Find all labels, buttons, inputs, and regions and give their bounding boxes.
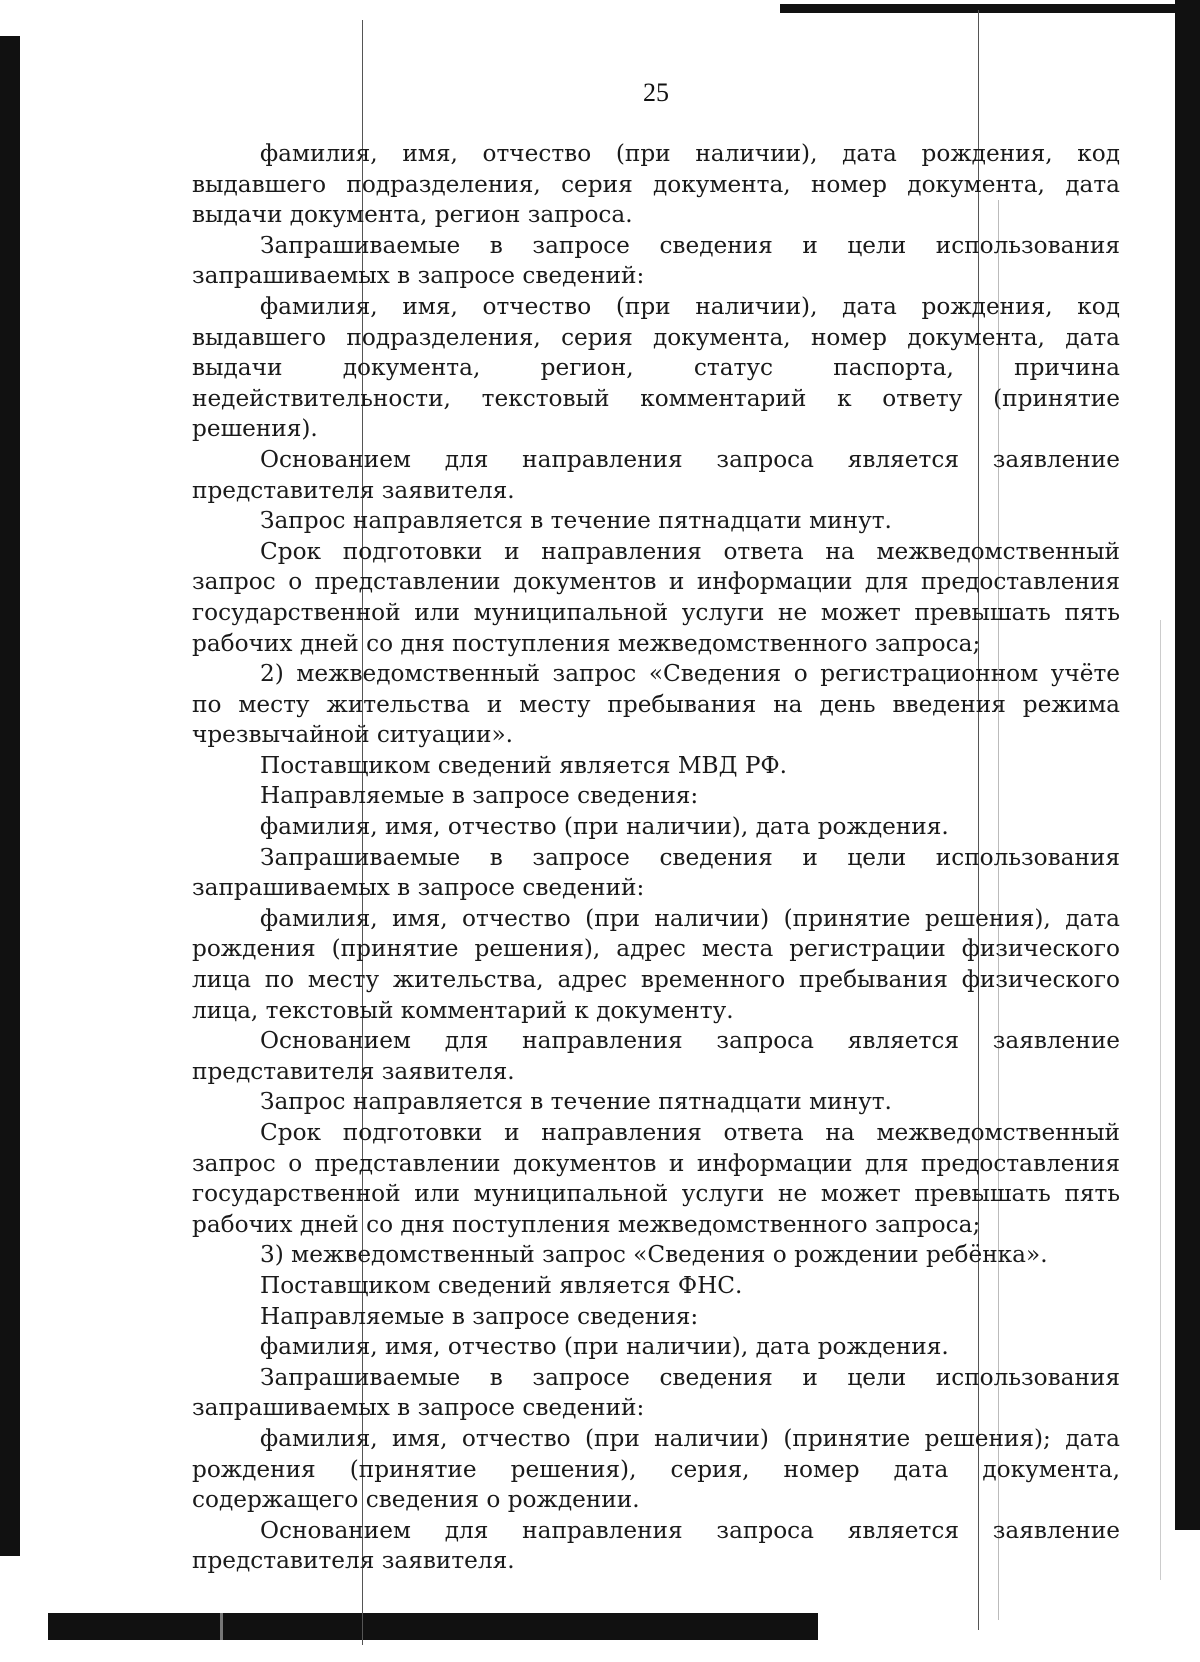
scan-edge-bottom-gap [220, 1613, 223, 1640]
paragraph: Поставщиком сведений является ФНС. [260, 1271, 743, 1299]
paragraph: Основанием для направления запроса является заявление представителя заявителя. [192, 445, 1120, 504]
paragraph: Запрашиваемые в запросе сведения и цели использования запрашиваемых в запросе сведений: [192, 843, 1120, 902]
paragraph: Срок подготовки и направления ответа на межведомственный запрос о представлении документов и информации для предоставления государственной или муниципальной услуги не может превышать пять рабочих дней со дня поступления межведомственного запроса; [192, 1119, 1120, 1238]
scan-edge-bottom [48, 1613, 818, 1640]
paragraph: фамилия, имя, отчество (при наличии) (принятие решения); дата рождения (принятие решения), серия, номер дата документа, содержащего сведения о рождении. [192, 1424, 1120, 1514]
paragraph: Срок подготовки и направления ответа на межведомственный запрос о представлении документов и информации для предоставления государственной или муниципальной услуги не может превышать пять рабочих дней со дня поступления межведомственного запроса; [192, 537, 1120, 657]
paragraph: фамилия, имя, отчество (при наличии), дата рождения, код выдавшего подразделения, серия документа, номер документа, дата выдачи документа, регион, статус паспорта, причина недействительности, текстовый комментарий к ответу (принятие решения). [192, 292, 1120, 443]
paragraph: фамилия, имя, отчество (при наличии), дата рождения. [260, 1333, 949, 1361]
paragraph: фамилия, имя, отчество (при наличии) (принятие решения), дата рождения (принятие решения), адрес места регистрации физического лица по месту жительства, адрес временного пребывания физического лица, текстовый комментарий к документу. [192, 904, 1120, 1024]
paragraph: Запрашиваемые в запросе сведения и цели использования запрашиваемых в запросе сведений: [192, 1363, 1120, 1422]
paragraph: Запрос направляется в течение пятнадцати минут. [260, 507, 892, 535]
scan-edge-left [0, 36, 20, 1556]
paragraph: Основанием для направления запроса является заявление представителя заявителя. [192, 1516, 1120, 1575]
paragraph: фамилия, имя, отчество (при наличии), дата рождения, код выдавшего подразделения, серия документа, номер документа, дата выдачи документа, регион запроса. [192, 140, 1120, 229]
document-body [192, 139, 1120, 1577]
paragraph: 2) межведомственный запрос «Сведения о регистрационном учёте по месту жительства и месту пребывания на день введения режима чрезвычайной ситуации». [192, 660, 1120, 749]
paragraph: Направляемые в запросе сведения: [260, 782, 699, 810]
page-number: 25 [643, 78, 669, 107]
paragraph: Поставщиком сведений является МВД РФ. [260, 751, 788, 779]
paragraph: фамилия, имя, отчество (при наличии), дата рождения. [260, 813, 949, 841]
paragraph: 3) межведомственный запрос «Сведения о рождении ребёнка». [260, 1241, 1048, 1269]
paragraph: Запрос направляется в течение пятнадцати минут. [260, 1088, 892, 1116]
paragraph: Основанием для направления запроса является заявление представителя заявителя. [192, 1027, 1120, 1085]
paragraph: Запрашиваемые в запросе сведения и цели использования запрашиваемых в запросе сведений: [192, 231, 1120, 290]
scan-edge-top [780, 4, 1190, 13]
scan-edge-right [1175, 0, 1200, 1530]
paragraph: Направляемые в запросе сведения: [260, 1302, 699, 1330]
fold-line [1160, 620, 1161, 1580]
